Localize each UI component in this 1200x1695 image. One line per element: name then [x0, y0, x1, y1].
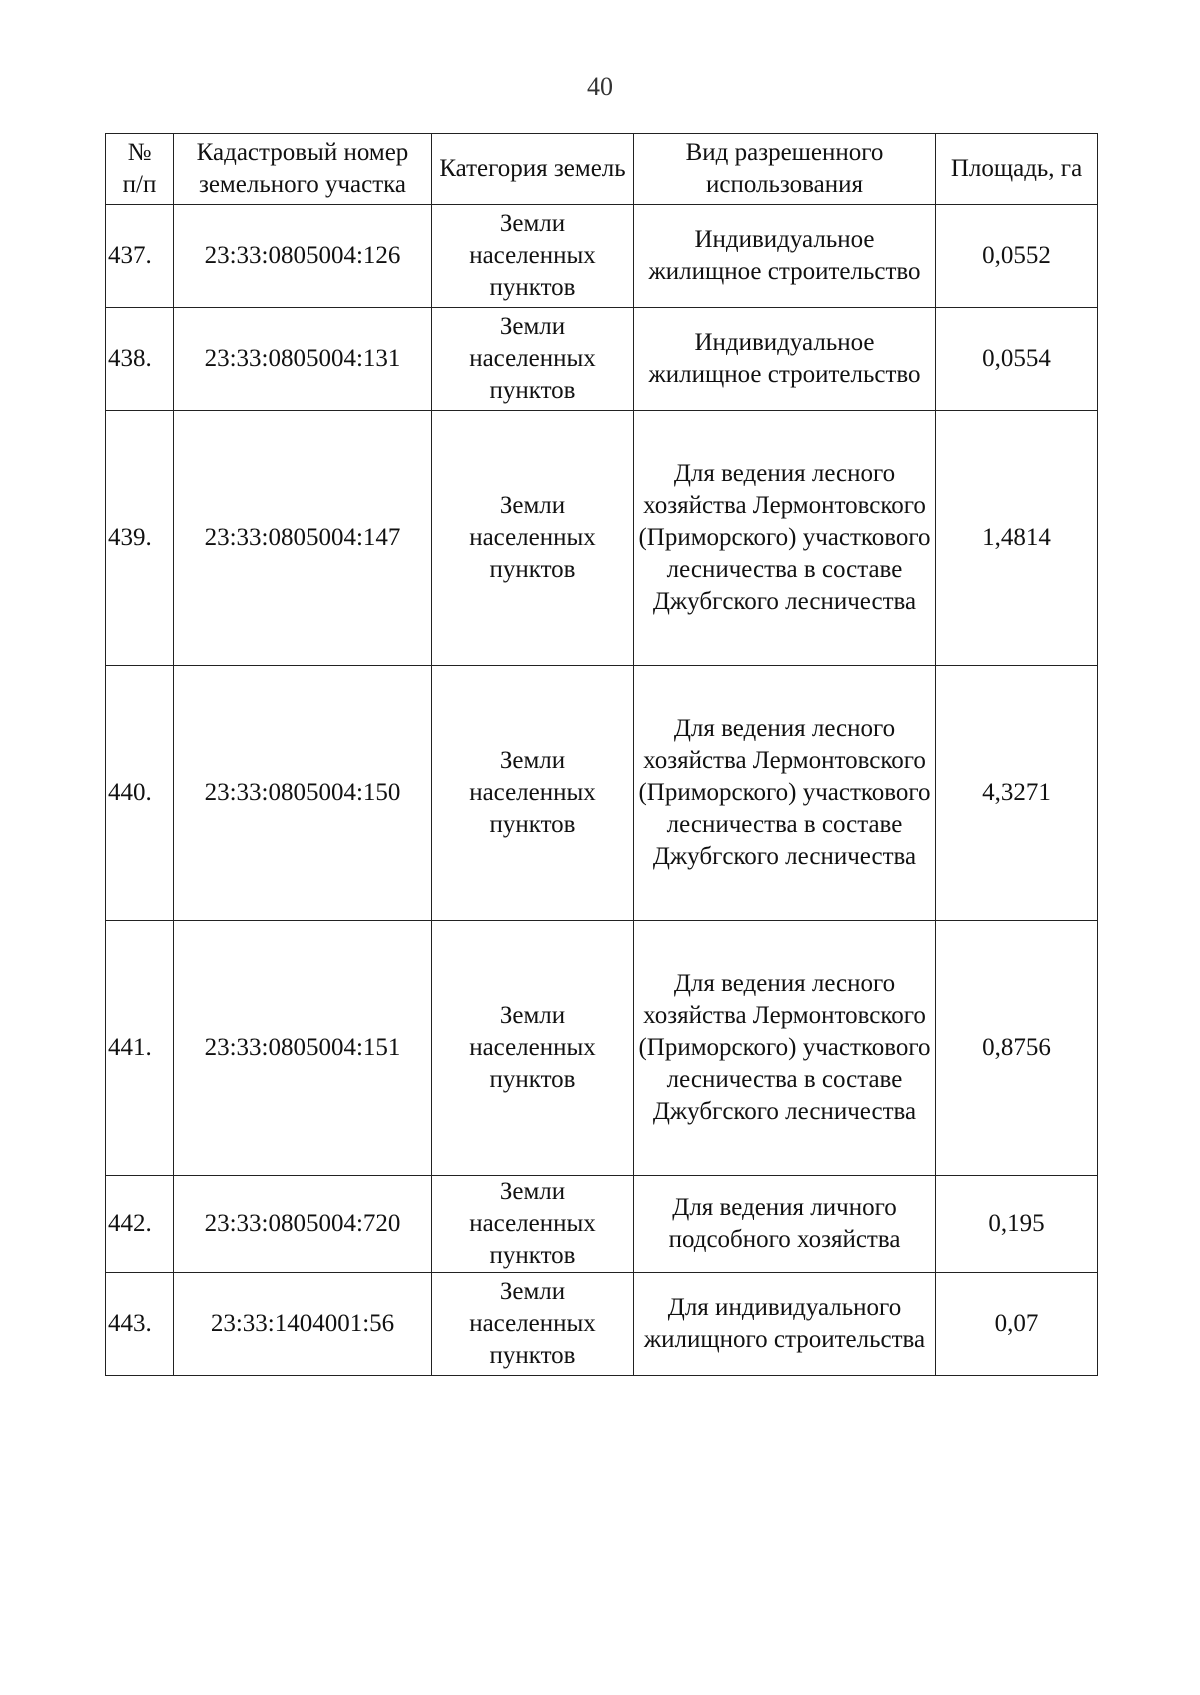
- header-cadastral: Кадастровый номер земельного участка: [174, 134, 432, 205]
- table-row: [106, 666, 1098, 921]
- cadastral-number: 23:33:0805004:147: [174, 411, 432, 666]
- permitted-use: Для индивидуального жилищного строительства: [634, 1273, 936, 1376]
- row-number: 440.: [106, 666, 174, 921]
- permitted-use: Для ведения лесного хозяйства Лермонтовского (Приморского) участкового лесничества в составе Джубгского лесничества: [634, 411, 936, 666]
- cadastral-number: 23:33:1404001:56: [174, 1273, 432, 1376]
- area-value: 0,0554: [936, 308, 1098, 411]
- page-number: 40: [587, 72, 613, 101]
- table-row: [106, 205, 1098, 308]
- table-row: [106, 921, 1098, 1176]
- area-value: 0,07: [936, 1273, 1098, 1376]
- area-value: 0,0552: [936, 205, 1098, 308]
- land-category: Земли населенных пунктов: [432, 1176, 634, 1273]
- header-num: № п/п: [106, 134, 174, 205]
- cadastral-number: 23:33:0805004:151: [174, 921, 432, 1176]
- table-row: [106, 1176, 1098, 1273]
- permitted-use: Для ведения лесного хозяйства Лермонтовского (Приморского) участкового лесничества в составе Джубгского лесничества: [634, 921, 936, 1176]
- area-value: 1,4814: [936, 411, 1098, 666]
- table-row: [106, 308, 1098, 411]
- row-number: 439.: [106, 411, 174, 666]
- header-use: Вид разрешенного использования: [634, 134, 936, 205]
- permitted-use: Для ведения личного подсобного хозяйства: [634, 1176, 936, 1273]
- land-category: Земли населенных пунктов: [432, 1273, 634, 1376]
- row-number: 441.: [106, 921, 174, 1176]
- cadastral-number: 23:33:0805004:126: [174, 205, 432, 308]
- cadastral-number: 23:33:0805004:720: [174, 1176, 432, 1273]
- permitted-use: Индивидуальное жилищное строительство: [634, 308, 936, 411]
- land-category: Земли населенных пунктов: [432, 205, 634, 308]
- land-category: Земли населенных пунктов: [432, 308, 634, 411]
- table-header-row: [106, 134, 1098, 205]
- row-number: 437.: [106, 205, 174, 308]
- table-row: [106, 411, 1098, 666]
- land-plots-table: [105, 133, 1098, 1376]
- permitted-use: Индивидуальное жилищное строительство: [634, 205, 936, 308]
- header-area: Площадь, га: [936, 134, 1098, 205]
- area-value: 4,3271: [936, 666, 1098, 921]
- area-value: 0,195: [936, 1176, 1098, 1273]
- row-number: 442.: [106, 1176, 174, 1273]
- header-category: Категория земель: [432, 134, 634, 205]
- land-category: Земли населенных пунктов: [432, 666, 634, 921]
- permitted-use: Для ведения лесного хозяйства Лермонтовского (Приморского) участкового лесничества в составе Джубгского лесничества: [634, 666, 936, 921]
- table-row: [106, 1273, 1098, 1376]
- row-number: 438.: [106, 308, 174, 411]
- land-category: Земли населенных пунктов: [432, 921, 634, 1176]
- cadastral-number: 23:33:0805004:131: [174, 308, 432, 411]
- cadastral-number: 23:33:0805004:150: [174, 666, 432, 921]
- land-category: Земли населенных пунктов: [432, 411, 634, 666]
- row-number: 443.: [106, 1273, 174, 1376]
- area-value: 0,8756: [936, 921, 1098, 1176]
